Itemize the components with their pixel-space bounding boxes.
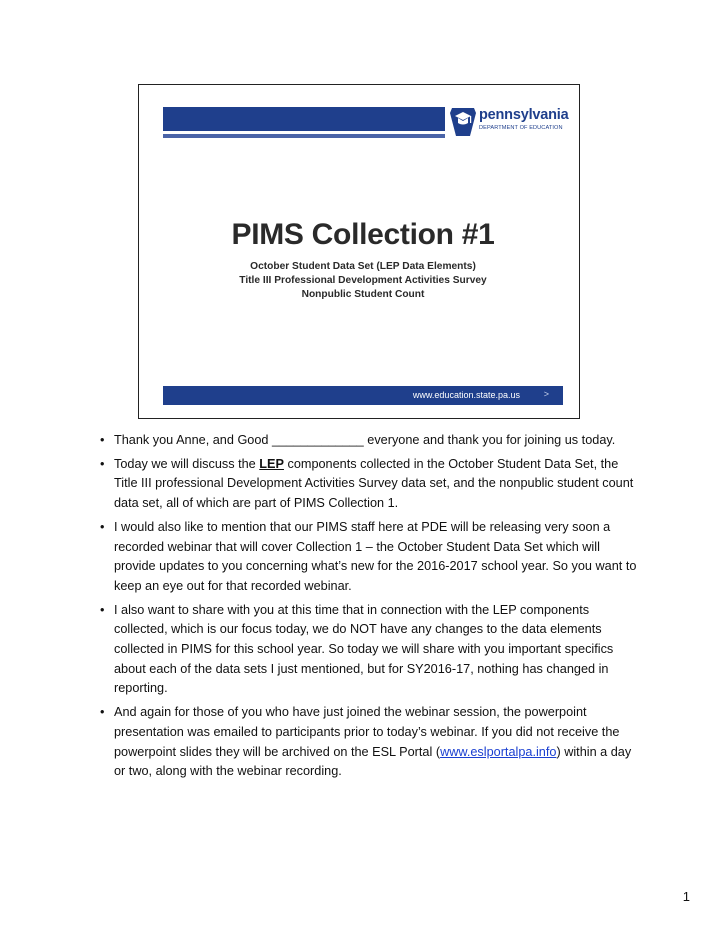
note-text-before: And again for those of you who have just joined the webinar session, the powerpoint presentation was emailed to participants prior to today’s webinar. If you did not receive the powerpoint slides they will be archived on the ESL Portal ( xyxy=(114,705,620,759)
note-text-before: Today we will discuss the xyxy=(114,456,260,471)
slide-subtitle-2: Title III Professional Development Activities Survey xyxy=(239,275,487,286)
speaker-notes xyxy=(100,431,640,786)
header-band-thin xyxy=(163,134,445,138)
esl-portal-link[interactable]: www.eslportalpa.info xyxy=(440,744,557,759)
note-item xyxy=(100,703,640,782)
pde-logo xyxy=(449,105,569,139)
note-item xyxy=(100,601,640,700)
page-number: 1 xyxy=(682,889,690,904)
slide-title: PIMS Collection #1 xyxy=(231,218,495,251)
bullet-icon: • xyxy=(100,456,105,471)
header-band xyxy=(163,107,445,131)
note-text: I also want to share with you at this time that in connection with the LEP components collected, which is our focus today, we do NOT have any changes to the data elements collected in PIMS for this school year. So today we will share with you important specifics about each of the data sets I just mentioned, but for SY2016-17, nothing has changed in reporting. xyxy=(114,602,614,696)
note-text: Thank you Anne, and Good _____________ everyone and thank you for joining us today. xyxy=(114,433,616,447)
bullet-icon: • xyxy=(100,519,105,534)
bullet-icon: • xyxy=(100,705,105,720)
note-text: I would also like to mention that our PIMS staff here at PDE will be releasing very soon a recorded webinar that will cover Collection 1 – the October Student Data Set which will provide updates to you concerning what’s new for the 2016-2017 school year. So you want to keep an eye out for that recorded webinar. xyxy=(114,519,637,593)
note-item xyxy=(100,455,640,514)
note-item xyxy=(100,431,640,451)
slide-subtitle-3: Nonpublic Student Count xyxy=(301,289,425,300)
logo-subtitle: DEPARTMENT OF EDUCATION xyxy=(479,125,563,131)
logo-wordmark: pennsylvania xyxy=(479,107,569,123)
note-item xyxy=(100,518,640,597)
slide xyxy=(163,103,569,405)
keystone-icon xyxy=(449,107,477,137)
slide-thumbnail xyxy=(138,84,580,419)
footer-arrow-icon: > xyxy=(543,389,549,399)
footer-url: www.education.state.pa.us xyxy=(412,390,520,400)
bullet-icon: • xyxy=(100,602,105,617)
note-text-after: components collected in the October Student Data Set, the Title III professional Development Activities Survey data set, and the nonpublic student count data set, all of which are part of PIMS Collection 1. xyxy=(114,456,634,511)
slide-subtitle-1: October Student Data Set (LEP Data Elements) xyxy=(250,261,476,272)
bullet-icon: • xyxy=(100,433,105,447)
note-text-after: ) within a day or two, along with the webinar recording. xyxy=(114,744,632,779)
lep-emphasis: LEP xyxy=(259,456,284,471)
footer-band xyxy=(163,386,563,405)
